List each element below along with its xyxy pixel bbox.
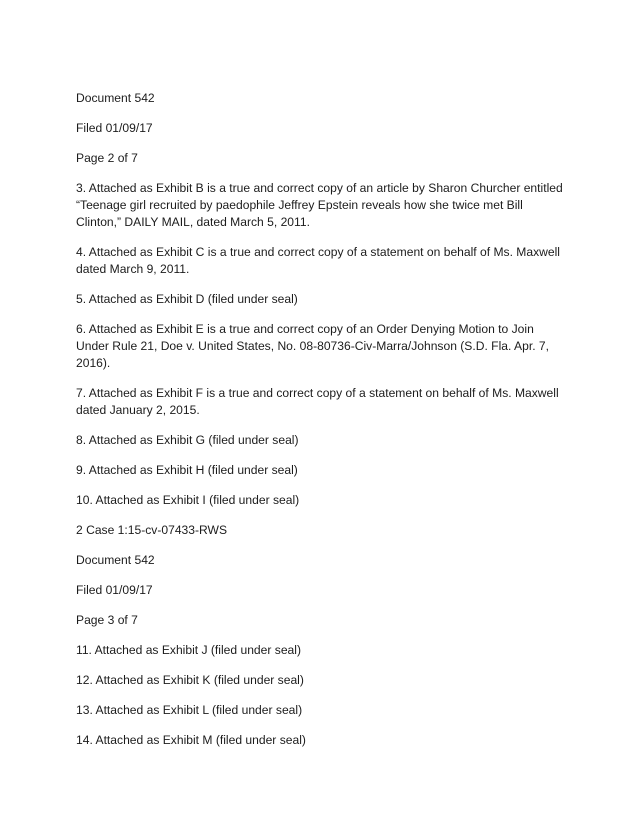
paragraph-13-exhibit-l: 13. Attached as Exhibit L (filed under seal) (76, 703, 303, 717)
paragraph-4-exhibit-c: 4. Attached as Exhibit C is a true and correct copy of a statement on behalf of Ms. Maxwell dated March 9, 2011. (76, 245, 560, 276)
paragraph-12-exhibit-k: 12. Attached as Exhibit K (filed under seal) (76, 673, 304, 687)
page-number-2: Page 3 of 7 (76, 613, 138, 627)
paragraph-3-exhibit-b: 3. Attached as Exhibit B is a true and correct copy of an article by Sharon Churcher entitled “Teenage girl recruited by paedophile Jeffrey Epstein reveals how she twice met Bill Clinton,” DAILY MAIL, dated March 5, 2011. (76, 181, 563, 229)
document-body (76, 90, 566, 762)
page-number: Page 2 of 7 (76, 151, 138, 165)
filed-date: Filed 01/09/17 (76, 121, 153, 135)
paragraph-11-exhibit-j: 11. Attached as Exhibit J (filed under seal) (76, 643, 301, 657)
case-number: 2 Case 1:15-cv-07433-RWS (76, 523, 228, 537)
paragraph-14-exhibit-m: 14. Attached as Exhibit M (filed under seal) (76, 733, 306, 747)
filed-date-2: Filed 01/09/17 (76, 583, 153, 597)
paragraph-9-exhibit-h: 9. Attached as Exhibit H (filed under seal) (76, 463, 298, 477)
document-number-2: Document 542 (76, 553, 155, 567)
paragraph-8-exhibit-g: 8. Attached as Exhibit G (filed under seal) (76, 433, 299, 447)
document-number: Document 542 (76, 91, 155, 105)
paragraph-7-exhibit-f: 7. Attached as Exhibit F is a true and correct copy of a statement on behalf of Ms. Maxwell dated January 2, 2015. (76, 386, 559, 417)
paragraph-5-exhibit-d: 5. Attached as Exhibit D (filed under seal) (76, 292, 298, 306)
paragraph-10-exhibit-i: 10. Attached as Exhibit I (filed under seal) (76, 493, 300, 507)
paragraph-6-exhibit-e: 6. Attached as Exhibit E is a true and correct copy of an Order Denying Motion to Join Under Rule 21, Doe v. United States, No. 08-80736-Civ-Marra/Johnson (S.D. Fla. Apr. 7, 2016). (76, 322, 549, 370)
